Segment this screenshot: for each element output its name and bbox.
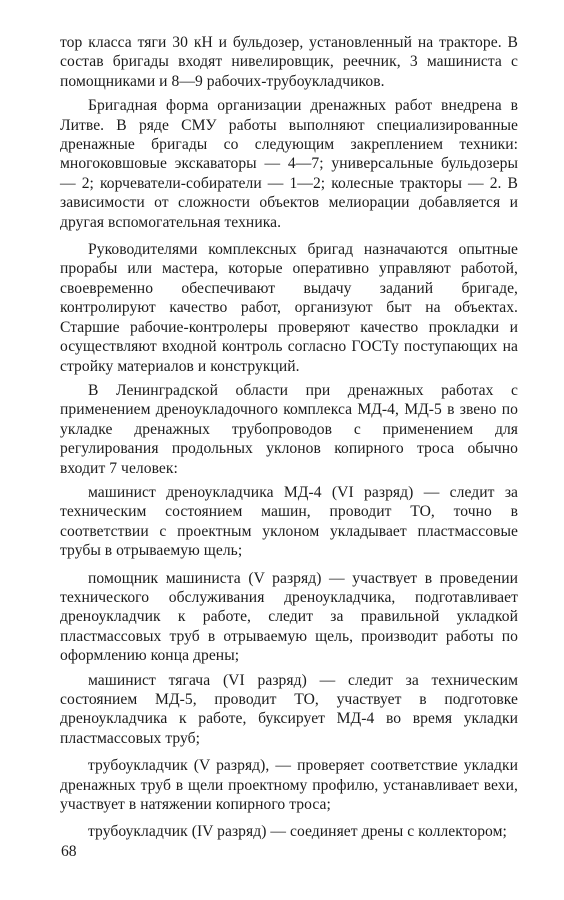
paragraph-leningrad-region: В Ленинградской области при дренажных работах с применением дреноукладочного комплекса МД-4, МД-5 в звено по укладке дренажных трубопроводов с применением для регулирования продольных уклонов копирного троса обычно входит 7 человек: <box>60 381 518 477</box>
paragraph-brigade-leaders: Руководителями комплексных бригад назначаются опытные прорабы или мастера, которые оперативно управляют работой, своевременно обеспечивают выдачу заданий бригаде, контролируют качество работ, организуют быт на объектах. Старшие рабочие-контролеры проверяют качество прокладки и осуществляют входной контроль согласно ГОСТу поступающих на стройку материалов и конструкций. <box>60 241 518 375</box>
list-item-assistant-operator: помощник машиниста (V разряд) — участвует в проведении технического обслуживания дреноукладчика, подготавливает дреноукладчик к работе, следит за правильной укладкой пластмассовых труб в отрываемую щель, производит работы по оформлению конца дрены; <box>60 569 518 665</box>
body-text <box>60 33 518 842</box>
page-number: 68 <box>61 843 77 860</box>
paragraph-continuation: тор класса тяги 30 кН и бульдозер, установленный на тракторе. В состав бригады входят нивелировщик, реечник, 3 машиниста с помощниками и 8—9 рабочих-трубоукладчиков. <box>60 34 518 90</box>
list-item-drainlayer-operator: машинист дреноукладчика МД-4 (VI разряд) — следит за техническим состоянием машин, проводит ТО, точно в соответствии с проектным уклоном укладывает пластмассовые трубы в отрываемую щель; <box>60 483 518 560</box>
list-item-pipe-layer-4: трубоукладчик (IV разряд) — соединяет дрены с коллектором; <box>88 823 507 841</box>
list-item-pipe-layer-5: трубоукладчик (V разряд), — проверяет соответствие укладки дренажных труб в щели проектному профилю, устанавливает вехи, участвует в натяжении копирного троса; <box>60 757 518 814</box>
list-item-tractor-operator: машинист тягача (VI разряд) — следит за техническим состоянием МД-5, проводит ТО, участвует в подготовке дреноукладчика к работе, буксирует МД-4 во время укладки пластмассовых труб; <box>60 671 518 747</box>
paragraph-brigade-form: Бригадная форма организации дренажных работ внедрена в Литве. В ряде СМУ работы выполняют специализированные дренажные бригады со следующим закреплением техники: многоковшовые экскаваторы — 4—7; универсальные бульдозеры — 2; корчеватели-собиратели — 1—2; колесные тракторы — 2. В зависимости от сложности объектов мелиорации добавляется и другая вспомогательная техника. <box>60 97 518 231</box>
